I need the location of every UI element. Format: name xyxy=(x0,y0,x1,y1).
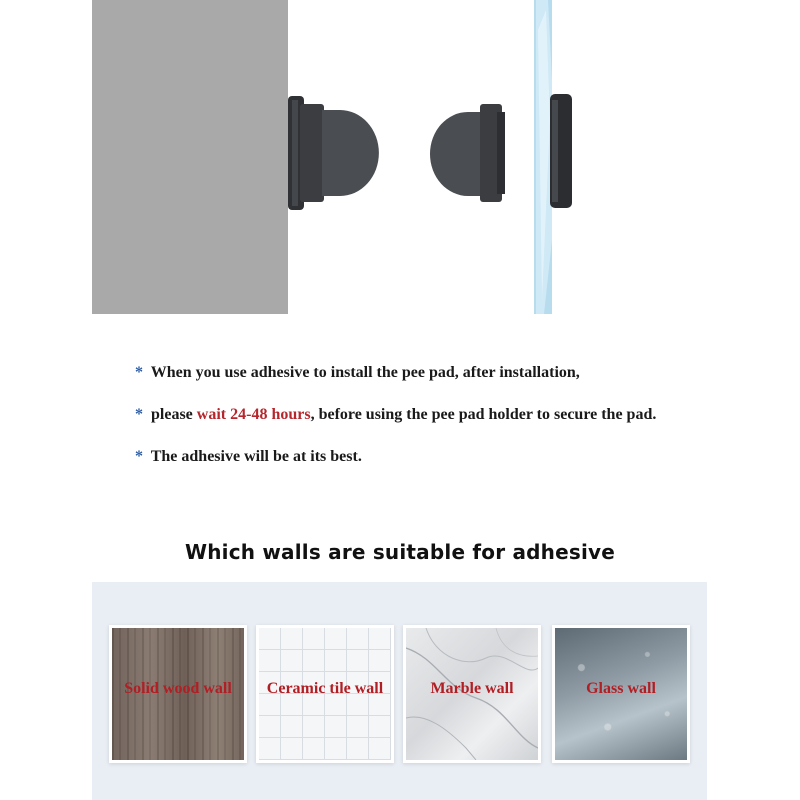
wall-label: Marble wall xyxy=(430,680,514,697)
asterisk-marker: * xyxy=(135,406,143,423)
wall-card-glass xyxy=(555,628,687,760)
wall-mount-left xyxy=(288,96,379,210)
note-line-3 xyxy=(135,446,775,488)
note-highlight: wait 24-48 hours xyxy=(196,406,311,423)
asterisk-marker: * xyxy=(135,364,143,381)
note-text-after: , before using the pee pad holder to secure the pad. xyxy=(310,406,657,423)
gray-wall-panel xyxy=(92,0,288,314)
wall-mount-right xyxy=(430,104,505,202)
wall-card-wood xyxy=(112,628,244,760)
note-line-1 xyxy=(135,362,775,404)
wall-label: Ceramic tile wall xyxy=(266,680,384,697)
wall-card-marble xyxy=(406,628,538,760)
product-illustration xyxy=(0,0,800,320)
installation-notes xyxy=(135,362,775,488)
wall-label: Glass wall xyxy=(586,680,656,697)
asterisk-marker: * xyxy=(135,448,143,465)
note-text: When you use adhesive to install the pee pad, after installation, xyxy=(150,364,580,381)
note-text: The adhesive will be at its best. xyxy=(150,448,362,465)
wall-label: Solid wood wall xyxy=(124,680,232,697)
note-line-2 xyxy=(135,404,775,446)
wall-card-tile xyxy=(259,628,391,760)
note-text: please xyxy=(151,406,197,423)
section-heading: Which walls are suitable for adhesive xyxy=(184,540,616,564)
glass-pane xyxy=(534,0,552,314)
